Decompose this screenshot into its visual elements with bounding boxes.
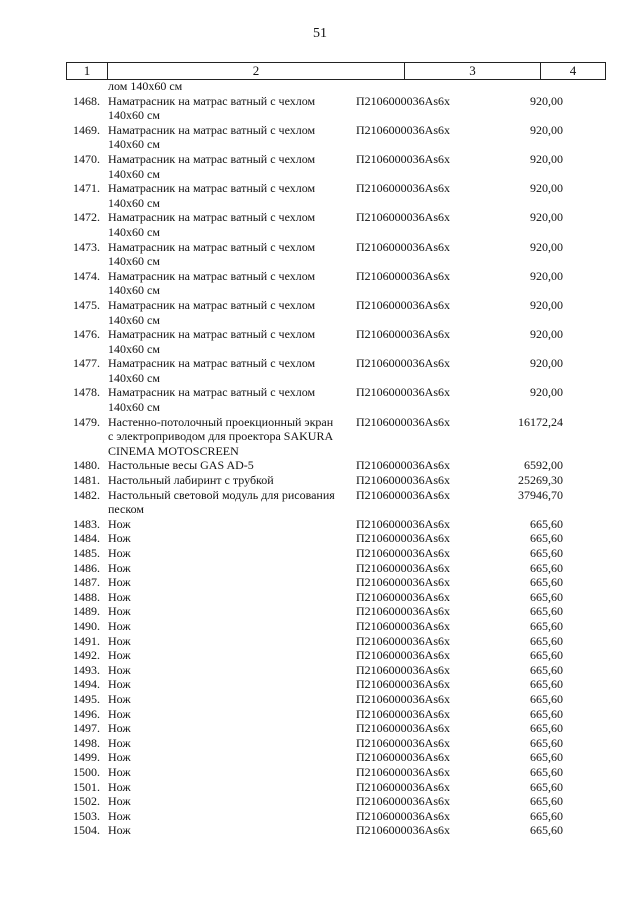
row-number: 1469. bbox=[73, 122, 100, 137]
table-row bbox=[0, 619, 640, 634]
table-row bbox=[0, 546, 640, 561]
row-description: Наматрасник на матрас ватный с чехлом 140х60 см bbox=[108, 327, 316, 356]
row-code: П2106000036Аs6х bbox=[356, 808, 451, 823]
row-description: Наматрасник на матрас ватный с чехлом 140х60 см bbox=[108, 356, 316, 385]
row-code: П2106000036Аs6х bbox=[356, 735, 451, 750]
row-description: Наматрасник на матрас ватный с чехлом 140х60 см bbox=[108, 268, 316, 298]
row-number: 1475. bbox=[73, 297, 100, 312]
row-code: П2106000036Аs6х bbox=[356, 473, 451, 488]
row-number: 1476. bbox=[73, 327, 100, 342]
row-number: 1496. bbox=[73, 706, 100, 721]
row-description: Нож bbox=[108, 750, 131, 765]
row-price: 665,60 bbox=[530, 750, 563, 765]
table-row bbox=[0, 123, 640, 152]
table-row bbox=[0, 415, 640, 459]
row-code: П2106000036Аs6х bbox=[356, 823, 451, 838]
row-description: Наматрасник на матрас ватный с чехлом 140х60 см bbox=[108, 122, 316, 152]
table-row bbox=[0, 823, 640, 838]
carry-over-text: лом 140х60 см bbox=[108, 79, 183, 93]
table-row bbox=[0, 561, 640, 576]
row-description: Нож bbox=[108, 589, 131, 604]
row-number: 1492. bbox=[73, 648, 100, 663]
table-body bbox=[0, 79, 640, 838]
row-description: Настенно-потолочный проекционный экран с электроприводом для проектора SAKURA CINEMA MOTOSCREEN bbox=[108, 414, 334, 458]
row-description: Наматрасник на матрас ватный с чехлом 140х60 см bbox=[108, 297, 316, 327]
table-row bbox=[0, 692, 640, 707]
row-code: П2106000036Аs6х bbox=[356, 677, 451, 692]
row-number: 1479. bbox=[73, 414, 100, 429]
row-description: Нож bbox=[108, 721, 131, 736]
table-row bbox=[0, 327, 640, 356]
row-price: 665,60 bbox=[530, 604, 563, 619]
row-code: П2106000036Аs6х bbox=[356, 516, 451, 531]
row-price: 6592,00 bbox=[524, 458, 563, 473]
table-row bbox=[0, 590, 640, 605]
row-description: Нож bbox=[108, 808, 131, 823]
row-code: П2106000036Аs6х bbox=[356, 648, 451, 663]
table-row bbox=[0, 794, 640, 809]
row-number: 1470. bbox=[73, 151, 100, 166]
row-price: 665,60 bbox=[530, 633, 563, 648]
row-code: П2106000036Аs6х bbox=[356, 750, 451, 765]
row-description: Нож bbox=[108, 779, 131, 794]
row-description: Нож bbox=[108, 677, 131, 692]
row-code: П2106000036Аs6х bbox=[356, 779, 451, 794]
row-price: 665,60 bbox=[530, 662, 563, 677]
row-description: Нож bbox=[108, 516, 131, 531]
row-number: 1472. bbox=[73, 210, 100, 225]
row-description: Нож bbox=[108, 604, 131, 619]
row-description: Нож bbox=[108, 531, 131, 546]
row-description: Нож bbox=[108, 633, 131, 648]
table-row bbox=[0, 765, 640, 780]
row-code: П2106000036Аs6х bbox=[356, 691, 451, 706]
row-price: 920,00 bbox=[530, 327, 563, 342]
table-row bbox=[0, 517, 640, 532]
row-code: П2106000036Аs6х bbox=[356, 706, 451, 721]
row-price: 665,60 bbox=[530, 808, 563, 823]
row-price: 665,60 bbox=[530, 516, 563, 531]
row-code: П2106000036Аs6х bbox=[356, 560, 451, 575]
row-code: П2106000036Аs6х bbox=[356, 764, 451, 779]
row-price: 16172,24 bbox=[518, 414, 563, 429]
row-number: 1481. bbox=[73, 473, 100, 488]
row-price: 920,00 bbox=[530, 151, 563, 166]
row-price: 920,00 bbox=[530, 93, 563, 108]
row-price: 665,60 bbox=[530, 823, 563, 838]
row-code: П2106000036Аs6х bbox=[356, 385, 451, 400]
table-row bbox=[0, 809, 640, 824]
row-number: 1494. bbox=[73, 677, 100, 692]
row-code: П2106000036Аs6х bbox=[356, 181, 451, 196]
row-number: 1474. bbox=[73, 268, 100, 283]
row-description: Наматрасник на матрас ватный с чехлом 140х60 см bbox=[108, 385, 316, 415]
row-code: П2106000036Аs6х bbox=[356, 122, 451, 137]
row-number: 1500. bbox=[73, 764, 100, 779]
row-price: 665,60 bbox=[530, 575, 563, 590]
table-row bbox=[0, 488, 640, 517]
row-code: П2106000036Аs6х bbox=[356, 575, 451, 590]
row-number: 1480. bbox=[73, 458, 100, 473]
table-row bbox=[0, 677, 640, 692]
table-row bbox=[0, 458, 640, 473]
table-row bbox=[0, 298, 640, 327]
row-code: П2106000036Аs6х bbox=[356, 487, 451, 502]
row-price: 665,60 bbox=[530, 779, 563, 794]
table-header bbox=[66, 62, 606, 80]
table-row bbox=[0, 356, 640, 385]
row-description: Настольные весы GAS AD-5 bbox=[108, 458, 254, 473]
row-code: П2106000036Аs6х bbox=[356, 618, 451, 633]
row-code: П2106000036Аs6х bbox=[356, 721, 451, 736]
table-row bbox=[0, 94, 640, 123]
header-col-3: 3 bbox=[405, 63, 541, 79]
table-row bbox=[0, 736, 640, 751]
row-description: Нож bbox=[108, 735, 131, 750]
row-number: 1473. bbox=[73, 239, 100, 254]
row-description: Нож bbox=[108, 618, 131, 633]
row-price: 920,00 bbox=[530, 239, 563, 254]
row-number: 1499. bbox=[73, 750, 100, 765]
row-description: Нож bbox=[108, 764, 131, 779]
row-number: 1485. bbox=[73, 546, 100, 560]
row-description: Настольный световой модуль для рисования песком bbox=[108, 487, 335, 517]
header-col-4: 4 bbox=[569, 63, 577, 78]
row-description: Нож bbox=[108, 662, 131, 677]
table-row bbox=[0, 575, 640, 590]
row-code: П2106000036Аs6х bbox=[356, 794, 451, 809]
table-row bbox=[0, 210, 640, 239]
row-description: Наматрасник на матрас ватный с чехлом 140х60 см bbox=[108, 151, 316, 181]
row-number: 1477. bbox=[73, 356, 100, 371]
row-number: 1487. bbox=[73, 575, 100, 590]
row-price: 920,00 bbox=[530, 122, 563, 137]
page-number: 51 bbox=[313, 26, 327, 41]
row-number: 1504. bbox=[73, 823, 100, 838]
row-description: Нож bbox=[108, 648, 131, 663]
row-code: П2106000036Аs6х bbox=[356, 327, 451, 342]
table-row bbox=[0, 750, 640, 765]
row-price: 665,60 bbox=[530, 618, 563, 633]
row-code: П2106000036Аs6х bbox=[356, 297, 451, 312]
header-col-1: 1 bbox=[67, 63, 108, 79]
row-price: 665,60 bbox=[530, 691, 563, 706]
row-price: 665,60 bbox=[530, 764, 563, 779]
row-price: 665,60 bbox=[530, 648, 563, 663]
row-description: Наматрасник на матрас ватный с чехлом 140х60 см bbox=[108, 93, 316, 123]
table-row bbox=[0, 181, 640, 210]
row-code: П2106000036Аs6х bbox=[356, 633, 451, 648]
row-code: П2106000036Аs6х bbox=[356, 414, 451, 429]
table-row bbox=[0, 721, 640, 736]
table-row bbox=[0, 531, 640, 546]
table-row bbox=[0, 473, 640, 488]
row-code: П2106000036Аs6х bbox=[356, 531, 451, 546]
row-code: П2106000036Аs6х bbox=[356, 239, 451, 254]
table-row bbox=[0, 269, 640, 298]
table-row bbox=[0, 648, 640, 663]
row-number: 1488. bbox=[73, 589, 100, 604]
row-description: Нож bbox=[108, 575, 131, 590]
row-code: П2106000036Аs6х bbox=[356, 458, 451, 473]
row-price: 25269,30 bbox=[518, 473, 563, 488]
row-code: П2106000036Аs6х bbox=[356, 93, 451, 108]
row-number: 1493. bbox=[73, 662, 100, 677]
row-description: Нож bbox=[108, 546, 131, 560]
row-description: Нож bbox=[108, 794, 131, 809]
row-price: 920,00 bbox=[530, 181, 563, 196]
table-row bbox=[0, 385, 640, 414]
row-number: 1491. bbox=[73, 633, 100, 648]
row-code: П2106000036Аs6х bbox=[356, 604, 451, 619]
row-price: 665,60 bbox=[530, 546, 563, 560]
row-description: Нож bbox=[108, 823, 131, 838]
row-price: 37946,70 bbox=[518, 487, 563, 502]
row-price: 920,00 bbox=[530, 268, 563, 283]
row-number: 1468. bbox=[73, 93, 100, 108]
row-price: 920,00 bbox=[530, 210, 563, 225]
carry-over-row bbox=[0, 79, 640, 94]
row-price: 665,60 bbox=[530, 706, 563, 721]
row-code: П2106000036Аs6х bbox=[356, 268, 451, 283]
row-code: П2106000036Аs6х bbox=[356, 356, 451, 371]
table-row bbox=[0, 240, 640, 269]
row-number: 1478. bbox=[73, 385, 100, 400]
row-description: Наматрасник на матрас ватный с чехлом 140х60 см bbox=[108, 181, 316, 210]
row-number: 1502. bbox=[73, 794, 100, 809]
row-price: 920,00 bbox=[530, 356, 563, 371]
row-code: П2106000036Аs6х bbox=[356, 151, 451, 166]
row-description: Нож bbox=[108, 706, 131, 721]
table-row bbox=[0, 152, 640, 181]
row-description: Нож bbox=[108, 560, 131, 575]
header-col-2: 2 bbox=[108, 63, 405, 79]
row-number: 1471. bbox=[73, 181, 100, 196]
row-price: 665,60 bbox=[530, 589, 563, 604]
row-price: 920,00 bbox=[530, 385, 563, 400]
row-number: 1495. bbox=[73, 691, 100, 706]
row-price: 665,60 bbox=[530, 735, 563, 750]
table-row bbox=[0, 707, 640, 722]
row-number: 1498. bbox=[73, 735, 100, 750]
row-number: 1497. bbox=[73, 721, 100, 736]
row-number: 1503. bbox=[73, 808, 100, 823]
row-number: 1484. bbox=[73, 531, 100, 546]
row-number: 1486. bbox=[73, 560, 100, 575]
row-number: 1489. bbox=[73, 604, 100, 619]
row-number: 1482. bbox=[73, 487, 100, 502]
table-row bbox=[0, 780, 640, 795]
row-code: П2106000036Аs6х bbox=[356, 589, 451, 604]
row-code: П2106000036Аs6х bbox=[356, 662, 451, 677]
row-number: 1490. bbox=[73, 618, 100, 633]
row-code: П2106000036Аs6х bbox=[356, 546, 451, 560]
table-row bbox=[0, 634, 640, 649]
row-price: 665,60 bbox=[530, 560, 563, 575]
row-number: 1501. bbox=[73, 779, 100, 794]
row-description: Настольный лабиринт с трубкой bbox=[108, 473, 274, 488]
row-price: 665,60 bbox=[530, 794, 563, 809]
row-description: Нож bbox=[108, 691, 131, 706]
row-number: 1483. bbox=[73, 516, 100, 531]
table-row bbox=[0, 663, 640, 678]
row-price: 665,60 bbox=[530, 721, 563, 736]
row-description: Наматрасник на матрас ватный с чехлом 140х60 см bbox=[108, 239, 316, 269]
row-price: 665,60 bbox=[530, 531, 563, 546]
row-price: 665,60 bbox=[530, 677, 563, 692]
row-description: Наматрасник на матрас ватный с чехлом 140х60 см bbox=[108, 210, 316, 239]
row-price: 920,00 bbox=[530, 297, 563, 312]
table-row bbox=[0, 604, 640, 619]
row-code: П2106000036Аs6х bbox=[356, 210, 451, 225]
